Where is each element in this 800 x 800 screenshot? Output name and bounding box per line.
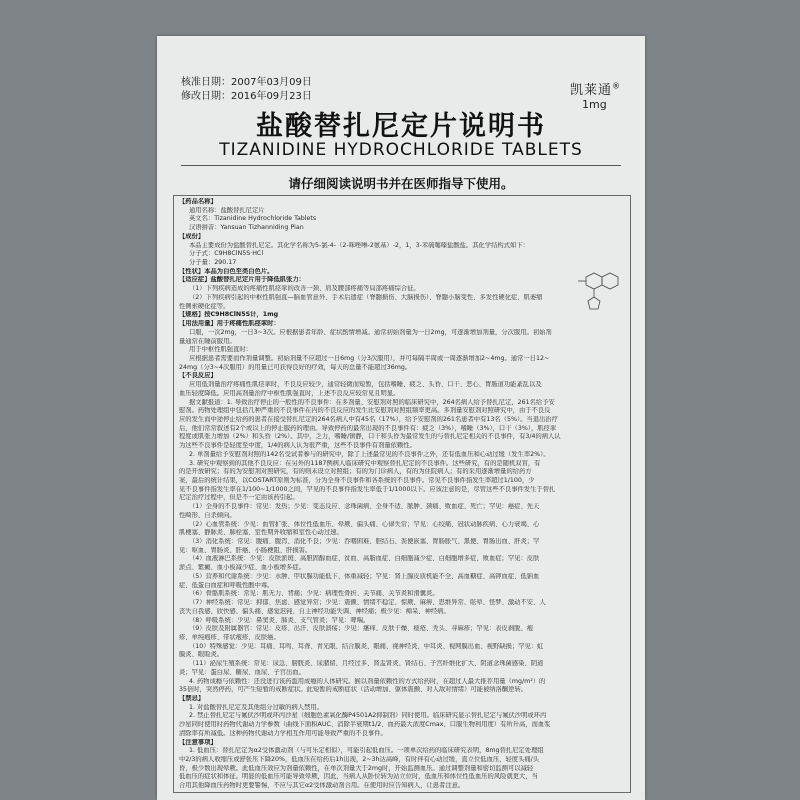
body-line: 的是开放研究；有的为安慰剂对照研究，有的则未设立对照组；有的为门诊病人，有的为住院病人；有的采用逐渐增量的给药方 <box>179 468 532 476</box>
body-line: 应的发生而中途停止给药的患者在接受替扎尼定的264名病人中有45名（17%），给予安慰剂的261名患者中有13名（5%）。当退出治疗 <box>179 415 558 423</box>
body-line: 为这些不良事件是轻度至中度，1/4的病人认为很严重，这些不良事件有剂量依赖性。 <box>179 442 416 450</box>
chemical-structure-image <box>572 271 620 321</box>
body-line: 尼定治疗过程中，但是不一定由该药引起。 <box>179 494 299 502</box>
leaflet-sheet <box>157 36 645 800</box>
body-line: （7）神经系统：常见：抑郁、焦虑、感觉异常；少见：震颤、情绪不稳定、惊厥、麻痹、思维异常、眩晕、怪梦、激动不安、人 <box>189 599 546 607</box>
body-line: （11）泌尿生殖系统：常见：尿急、膀胱炎、尿潴留、月经过多、肾盂肾炎、肾结石、子宫纤维化扩大、阴道念珠菌感染、阴道 <box>189 660 544 668</box>
body-line: 本品主要成份为盐酸替扎尼定。其化学名称为5-氯-4-（2-咪唑啉-2氨基）-2，1，3-苯硫噻嗪盐酸盐。其化学结构式如下： <box>189 241 529 249</box>
body-line: （3）消化系统：常见：腹痛、腹泻、消化不良；少见：吞咽困难、胆结石、粪便嵌塞、胃肠胀气、黑便、胃肠出血、肝炎；罕 <box>189 538 540 546</box>
body-line: 合用其他降血压药物时更要警惕，不应与其它α2受体激动剂合用。在使用时应告知病人，让患者注意。 <box>179 782 465 790</box>
body-line: 1. 低血压：替扎尼定为α2受体激动剂（与可乐定相似），可能引起低血压。一项单次给药的临床研究表明，8mg替扎尼定处理组 <box>189 747 544 755</box>
strength-label: 1mg <box>582 98 607 111</box>
body-line: 2. 单剂量给予安慰剂对照的142名受试者参与的研究中，除了上述最常见的不良事件之外，还有低血压和心动过缓（发生率2%）。 <box>189 450 550 458</box>
revision-date: 修改日期：2016年09月23日 <box>181 91 312 102</box>
body-line: 丧失自我感、欣快感、偏头痛、感觉迟钝、自主神经功能失调、神经痛；极少见：痴呆、神经病。 <box>179 607 450 615</box>
section-heading: 【适应症】盐酸替扎尼定片用于降低肌张力： <box>179 276 305 284</box>
body-line: 性侧索硬化症等。 <box>179 302 230 310</box>
section-heading: 【规格】按C9H8ClN5S计，1mg <box>179 311 279 319</box>
body-line: 35倍时，突然停药，可产生短暂的戒断症状。此短暂的戒断症状（活动增加、躯体震颤、对人敌对情绪）可能被纳洛酮逆转。 <box>179 686 528 694</box>
section-heading: 【禁忌】 <box>179 694 205 702</box>
body-line: （9）皮肤及附属器官：常见：皮疹、出汗、皮肤溃疡；少见：瘙痒、皮肤干燥、痤疮、秃头、荨麻疹；罕见：表皮剥脱、疱 <box>189 625 534 633</box>
body-line: （5）营养和代谢系统：少见：水肿、甲状腺功能低下、体重减轻；罕见：肾上腺皮质机能不全、高血糖症、高钾血症、低钠血 <box>189 572 540 580</box>
body-line: 见：呕血、胃肠炎、肝癌、小肠梗阻、肝损害。 <box>179 546 312 554</box>
body-line: 程度或肌张力增加（2%）和头昏（2%）。其中，乏力，嗜睡/镇静，口干和头昏为最常发生的与替扎尼定相关的不良事件，有3/4的病人认 <box>179 433 561 441</box>
body-line: （1）下列疾病造成的疼痛性肌痉挛的改善一颈、肩及腰部疼痛等局部疼痛综合征。 <box>189 285 420 293</box>
leaflet-body <box>173 195 631 793</box>
body-line: 疹、单纯疱疹、带状疱疹、皮肤癌。 <box>179 633 280 641</box>
body-line: 通用名称：盐酸替扎尼定片 <box>189 206 265 214</box>
body-line: （4）血液淋巴系统：少见：皮肤淤斑、高胆固醇血症、贫血、高脂血症、白细胞减少症、白细胞增多症、败血症；罕见：皮肤 <box>189 555 540 563</box>
section-heading: 【性状】本品为白色至类白色片。 <box>179 267 274 275</box>
body-line: 慰剂。药物处理组中包括几种严重的不良事件在内的不良反应的发生比安慰剂对照组频率更高。多剂量安慰剂对照研究中，由于不良反 <box>179 407 551 415</box>
usage-notice: 请仔细阅读说明书并在医师指导下使用。 <box>288 176 514 191</box>
body-line: 据文献报道：1. 导致治疗停止的一般性的不良事件：在多剂量、安慰剂对照的临床研究中，264名病人给予替扎尼定，261名给予安 <box>189 398 555 406</box>
title-chinese: 盐酸替扎尼定片说明书 <box>256 111 546 142</box>
body-line: （1）全身的不良事件：常见：发热；少见：变态反应、念珠菌病、全身不适、脓肿、颈痛、败血症、死亡；罕见：癌症、先天 <box>189 503 540 511</box>
title-divider <box>181 165 621 166</box>
body-line: 昏，极少数出现晕厥。此低血压效应为剂量依赖性，在单次剂量大于2mg时，开始监测血压。通过调整剂量和密切监测可以减轻 <box>179 764 534 772</box>
section-heading: 【药品名称】 <box>179 198 217 205</box>
body-line: （6）骨骼肌系统：常见：肌无力、背痛；少见：病理性骨折、关节痛、关节炎和滑囊炎。 <box>189 590 439 598</box>
body-line: 见不良事件指发生率在1/100~1/1000之间，罕见的不良事件指发生率低于1/1000以下。应该注意的是，尽管这些不良事件发生于替扎 <box>179 485 556 493</box>
body-line: （2）下列疾病引起的中枢性肌强直—脑血管意外、手术后遗症（脊髓损伤、大脑损伤）、脊髓小脑变性、多发性硬化症、肌萎缩 <box>189 293 543 301</box>
brand-name <box>570 79 621 98</box>
body-line: 膜炎、眼睑炎。 <box>179 651 224 659</box>
body-line: 血压轻度降低。应用高剂量治疗中枢性肌强直时，上述不良反应较常见且明显。 <box>179 389 400 397</box>
body-line: 3. 研究中观察到的其他不良反应：在另外的1187例病人临床研究中观察替扎尼定的不良事件。这些研究，有的是随机双盲，有 <box>189 459 541 467</box>
body-line: 应用低剂量治疗疼痛性肌痉挛时，不良反应较少，通常轻微而短暂，包括嗜睡、疲乏、头昏、口干、恶心、胃肠道功能紊乱以及 <box>189 381 542 389</box>
title-english: TIZANIDINE HYDROCHLORIDE TABLETS <box>219 140 583 160</box>
body-line: 英文名：Tizanidine Hydrochloride Tablets <box>189 215 317 223</box>
body-line: 中2/3的病人收缩压或舒张压下降20%，低血压在给药后1h出现，2~3h达高峰，有时伴有心动过缓，直立位低血压，轻度头痛/头 <box>179 756 540 763</box>
body-line: 淤点、紫癜、血小板减少症、血小板增多症。 <box>179 564 305 572</box>
body-line: 汉语拼音：Yansuan Tizhanniding Pian <box>189 224 304 232</box>
body-line: 清除率有所减低。这种药物代谢动力学相互作用可能导致严重的不良事件。 <box>179 729 387 737</box>
approval-date: 核准日期：2007年03月09日 <box>181 77 312 88</box>
body-line: 分子量：290.17 <box>189 259 237 267</box>
section-heading: 【注意事项】 <box>179 738 217 746</box>
brand-text: 凯莱通 <box>570 83 613 98</box>
body-line: （8）呼吸系统：少见：鼻窦炎、肺炎、支气管炎；罕见：哮喘。 <box>189 616 370 624</box>
body-line: 分子式：C9H8ClN5S·HCl <box>189 250 264 258</box>
body-line: （10）特殊感觉：少见：耳痛、耳鸣、耳聋、青光眼、结合膜炎、眼痛、视神经炎、中耳炎、视网膜出血、视野缺损；罕见：虹 <box>189 642 544 650</box>
body-line: 肌梗塞、静脉炎、肺栓塞、室性期外收缩和室性心动过速。 <box>179 529 343 537</box>
body-line: 量通常在睡前服用。 <box>179 337 236 345</box>
section-heading: 【用法用量】用于疼痛性肌痉挛时： <box>179 320 280 328</box>
body-line: 2. 禁止替扎尼定与氟伏沙明或环丙沙星（细胞色素氧化酶P4501A2抑制剂）同时使用。临床研究显示替扎尼定与氟伏沙明或环丙 <box>189 712 547 720</box>
body-line: 低血压的症状和体征。明显的低血压可能导致晕厥，因此，当病人从卧位转为站立位时，低血压和体位性低血压的风险就更大，当 <box>179 773 538 781</box>
section-heading: 【成份】 <box>179 232 205 240</box>
body-line: 沙星同时使用时药物代谢动力学参数（曲线下面积AUC、消除半衰期t1/2、血药最大浓度Cmax、口服生物利用度）有所升高，而血浆 <box>179 721 551 729</box>
body-line: 1. 对盐酸替扎尼定及其他组分过敏的病人禁用。 <box>189 703 323 711</box>
section-heading: 【不良反应】 <box>179 372 217 380</box>
body-line: （2）心血管系统：少见：血管扩张、体位性低血压、晕厥、偏头痛、心律失常；罕见：心绞痛、冠状动脉疾病、心力衰竭、心 <box>189 520 540 528</box>
body-line: 性畸形、自杀倾向。 <box>179 511 236 519</box>
body-line: 4. 药物成瘾与依赖性：还没进行该药滥用成瘾的人体研究。猴以剂量依赖性的方式给药时，在超过人最大推荐用量（mg/m²）的 <box>189 677 546 685</box>
body-line: 用于中枢性肌强直时： <box>189 346 252 354</box>
body-line: 案，最后的统计结果，以COSTART原则为标准，分为全身不良事件和各系统的不良事件。常见不良事件指发生率超过1/100，少 <box>179 477 535 484</box>
body-line: 应根据患者需要而作剂量调整。初始剂量不应超过一日6mg（分3次服用），并可每隔半周或一周逐渐增加2~4mg。通常一日12~ <box>189 354 550 362</box>
body-line: 后，他们常常叙述有2个或以上的停止服药的理由。导致停药的最常出现的不良事件有：疲乏（3%），嗜睡（3%），口干（3%），肌痉挛 <box>179 424 557 432</box>
body-line: 口服，一次2mg，一日3~3次。应根据患者年龄、症状酌情增减。通常初始剂量为一日2mg，可逐渐增加剂量，分次服用。初始剂 <box>189 328 552 336</box>
registered-mark: ® <box>612 81 622 91</box>
body-line: 症、低蛋白血症和呼吸性酸中毒。 <box>179 581 274 589</box>
body-line: 炎；罕见：蛋白尿、糖尿、血尿、子宫出血。 <box>179 668 305 676</box>
body-line: 24mg（分3~4次服用）的用量已可获得良好的疗效，每天的总量不能超过36mg。 <box>179 363 412 371</box>
